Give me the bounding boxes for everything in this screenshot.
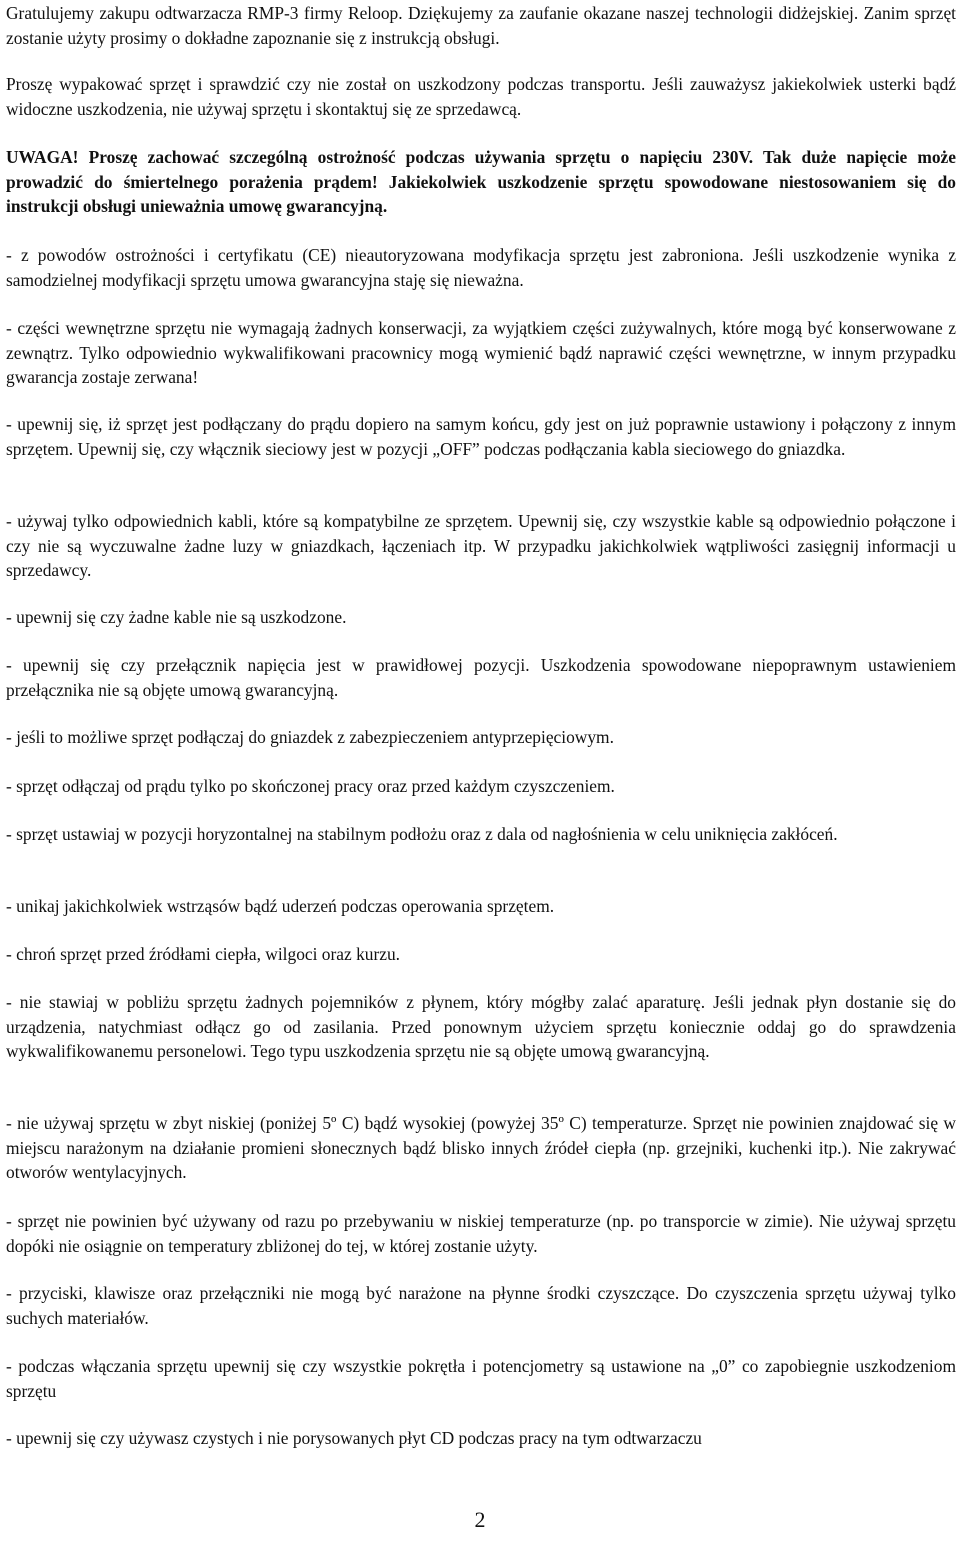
list-item: - części wewnętrzne sprzętu nie wymagają żadnych konserwacji, za wyjątkiem części zużywalnych, które mogą być konserwowane z zewnątrz. Tylko odpowiednio wykwalifikowani pracownicy mogą wymienić bądź naprawić części wewnętrzne, w innym przypadku gwarancja zostaje zerwana! xyxy=(6,318,956,387)
list-item: - sprzęt ustawiaj w pozycji horyzontalnej na stabilnym podłożu oraz z dala od nagłośnienia w celu uniknięcia zakłóceń. xyxy=(6,824,838,844)
list-item: - przyciski, klawisze oraz przełączniki nie mogą być narażone na płynne środki czyszczące. Do czyszczenia sprzętu używaj tylko suchych materiałów. xyxy=(6,1283,956,1328)
intro-paragraph: Gratulujemy zakupu odtwarzacza RMP-3 firmy Reloop. Dziękujemy za zaufanie okazane naszej technologii didżejskiej. Zanim sprzęt zostanie użyty prosimy o dokładne zapoznanie się z instrukcją obsługi. xyxy=(6,3,956,48)
page-number: 2 xyxy=(474,1507,486,1532)
list-item: - z powodów ostrożności i certyfikatu (CE) nieautoryzowana modyfikacja sprzętu jest zabroniona. Jeśli uszkodzenie wynika z samodzielnej modyfikacji sprzętu umowa gwarancyjna staję się nieważna. xyxy=(6,245,956,290)
list-item: - upewnij się czy żadne kable nie są uszkodzone. xyxy=(6,607,347,627)
list-item: - podczas włączania sprzętu upewnij się czy wszystkie pokrętła i potencjometry są ustawione na „0” co zapobiegnie uszkodzeniom sprzętu xyxy=(6,1356,956,1401)
list-item: - chroń sprzęt przed źródłami ciepła, wilgoci oraz kurzu. xyxy=(6,944,401,964)
unpacking-paragraph: Proszę wypakować sprzęt i sprawdzić czy nie został on uszkodzony podczas transportu. Jeśli zauważysz jakiekolwiek usterki bądź widoczne uszkodzenia, nie używaj sprzętu i skontaktuj się ze sprzedawcą. xyxy=(6,74,956,119)
warning-paragraph: UWAGA! Proszę zachować szczególną ostrożność podczas używania sprzętu o napięciu 230V. Tak duże napięcie może prowadzić do śmiertelnego porażenia prądem! Jakiekolwiek uszkodzenie sprzętu spowodowane niestosowaniem się do instrukcji obsługi unieważnia umowę gwarancyjną. xyxy=(6,147,956,216)
list-item: - używaj tylko odpowiednich kabli, które są kompatybilne ze sprzętem. Upewnij się, czy wszystkie kable są odpowiednio połączone i czy nie są wyczuwalne żadne luzy w gniazdkach, łączeniach itp. W przypadku jakichkolwiek wątpliwości zasięgnij informacji u sprzedawcy. xyxy=(6,511,956,580)
list-item: - sprzęt odłączaj od prądu tylko po skończonej pracy oraz przed każdym czyszczeniem. xyxy=(6,776,615,796)
list-item: - nie używaj sprzętu w zbyt niskiej (poniżej 5º C) bądź wysokiej (powyżej 35º C) temperaturze. Sprzęt nie powinien znajdować się w miejscu narażonym na działanie promieni słonecznych bądź blisko innych źródeł ciepła (np. grzejniki, kuchenki itp.). Nie zakrywać otworów wentylacyjnych. xyxy=(6,1113,956,1182)
list-item: - upewnij się czy używasz czystych i nie porysowanych płyt CD podczas pracy na tym odtwarzaczu xyxy=(6,1428,702,1448)
list-item: - jeśli to możliwe sprzęt podłączaj do gniazdek z zabezpieczeniem antyprzepięciowym. xyxy=(6,727,614,747)
list-item: - nie stawiaj w pobliżu sprzętu żadnych pojemników z płynem, który mógłby zalać aparaturę. Jeśli jednak płyn dostanie się do urządzenia, natychmiast odłącz go od zasilania. Przed ponownym użyciem sprzętu koniecznie oddaj go do sprawdzenia wykwalifikowanemu personelowi. Tego typu uszkodzenia sprzętu nie są objęte umową gwarancyjną. xyxy=(6,992,956,1061)
list-item: - upewnij się czy przełącznik napięcia jest w prawidłowej pozycji. Uszkodzenia spowodowane niepoprawnym ustawieniem przełącznika nie są objęte umową gwarancyjną. xyxy=(6,655,956,700)
list-item: - sprzęt nie powinien być używany od razu po przebywaniu w niskiej temperaturze (np. po transporcie w zimie). Nie używaj sprzętu dopóki nie osiągnie on temperatury zbliżonej do tej, w której zostanie użyty. xyxy=(6,1211,956,1256)
list-item: - unikaj jakichkolwiek wstrząsów bądź uderzeń podczas operowania sprzętem. xyxy=(6,896,555,916)
list-item: - upewnij się, iż sprzęt jest podłączany do prądu dopiero na samym końcu, gdy jest on już poprawnie ustawiony i połączony z innym sprzętem. Upewnij się, czy włącznik sieciowy jest w pozycji „OFF” podczas podłączania kabla sieciowego do gniazdka. xyxy=(6,414,956,459)
